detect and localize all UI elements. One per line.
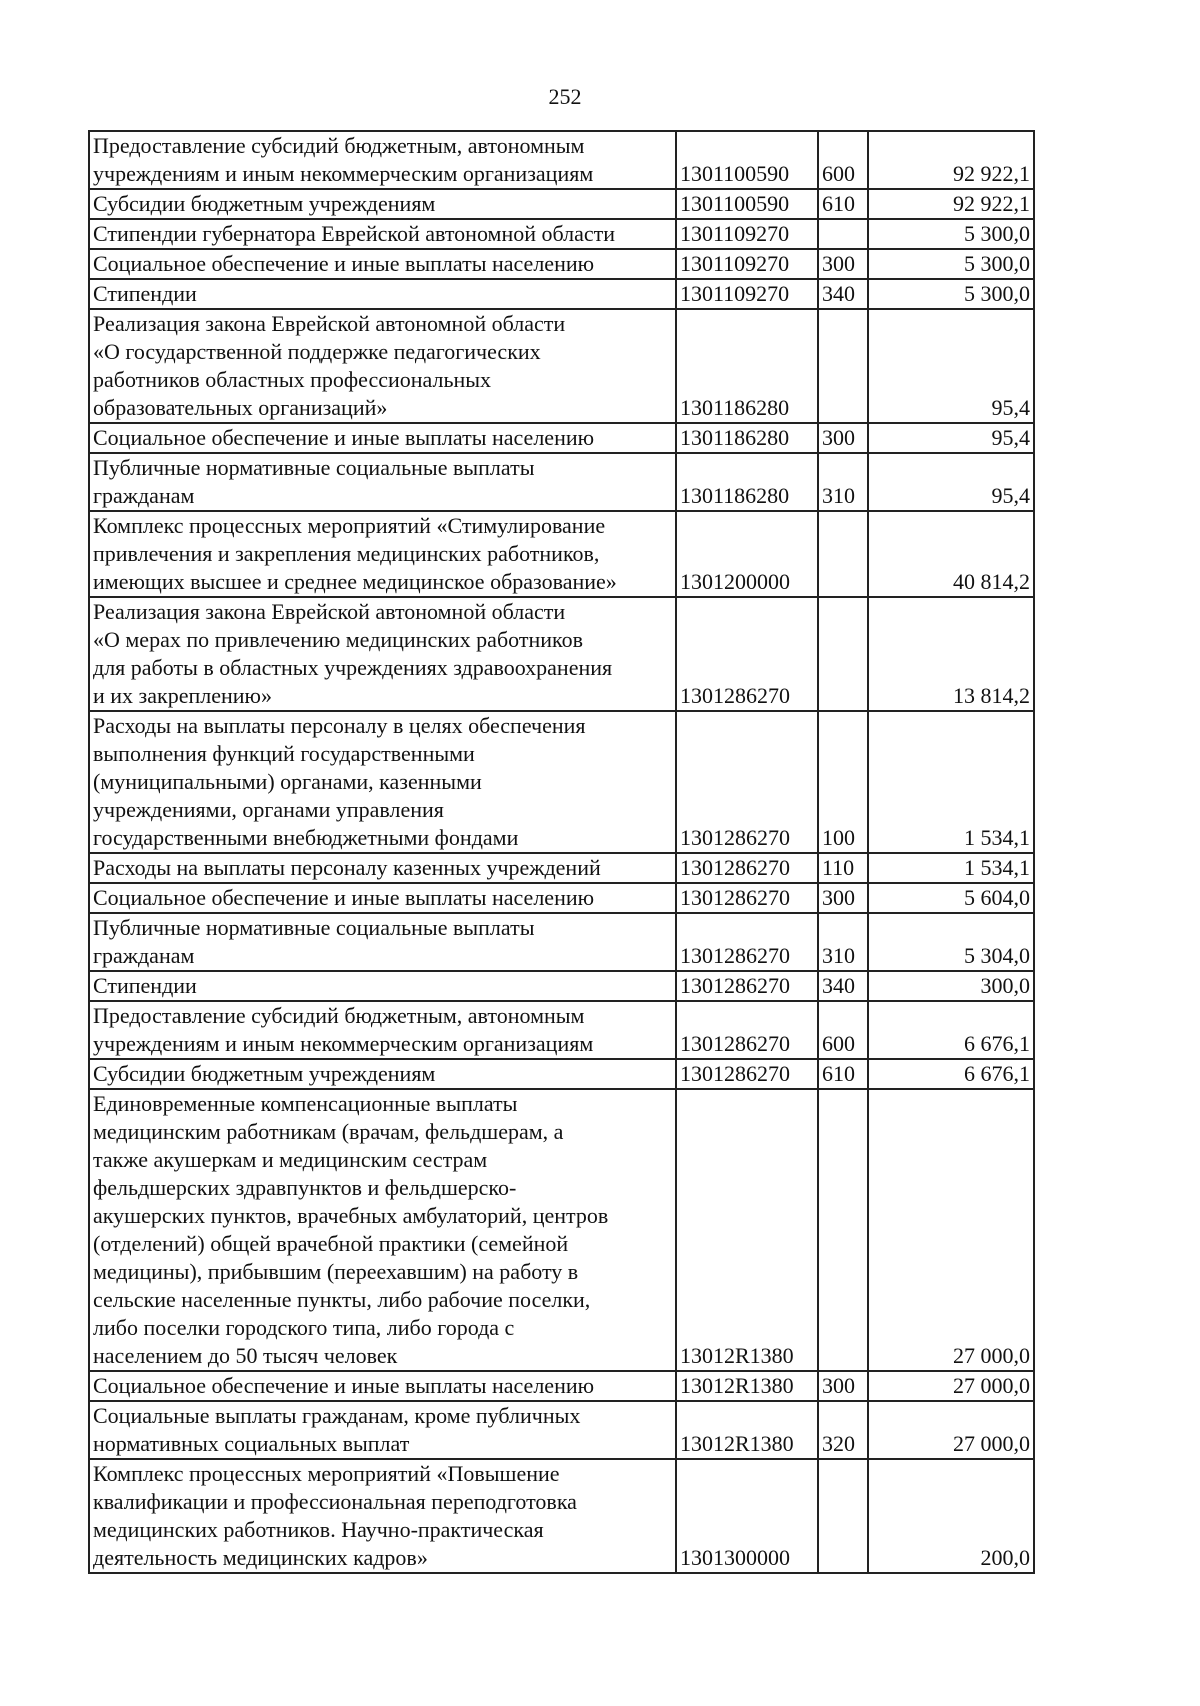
table-row bbox=[89, 1059, 1034, 1089]
expense-type-cell: 310 bbox=[818, 913, 868, 971]
expense-type-cell bbox=[818, 1459, 868, 1573]
amount-cell: 92 922,1 bbox=[868, 189, 1034, 219]
table-row bbox=[89, 853, 1034, 883]
amount-cell: 1 534,1 bbox=[868, 711, 1034, 853]
expense-name-cell: Социальное обеспечение и иные выплаты населению bbox=[89, 1371, 676, 1401]
expense-type-cell bbox=[818, 219, 868, 249]
expense-type-cell: 300 bbox=[818, 883, 868, 913]
expense-type-cell: 600 bbox=[818, 1001, 868, 1059]
expense-name-cell: Предоставление субсидий бюджетным, автономным учреждениям и иным некоммерческим организациям bbox=[89, 131, 676, 189]
expense-type-cell: 340 bbox=[818, 279, 868, 309]
target-code-cell: 1301300000 bbox=[676, 1459, 818, 1573]
expense-type-cell: 320 bbox=[818, 1401, 868, 1459]
target-code-cell: 1301100590 bbox=[676, 189, 818, 219]
target-code-cell: 1301186280 bbox=[676, 453, 818, 511]
expense-name-cell: Единовременные компенсационные выплаты медицинским работникам (врачам, фельдшерам, а также акушеркам и медицинским сестрам фельдшерских здравпунктов и фельдшерско- акушерских пунктов, врачебных амбулаторий, центров (отделений) общей врачебной практики (семейной медицины), прибывшим (переехавшим) на работу в сельские населенные пункты, либо рабочие поселки, либо поселки городского типа, либо города с населением до 50 тысяч человек bbox=[89, 1089, 676, 1371]
expense-type-cell: 300 bbox=[818, 1371, 868, 1401]
expense-type-cell bbox=[818, 309, 868, 423]
expense-type-cell: 100 bbox=[818, 711, 868, 853]
target-code-cell: 1301286270 bbox=[676, 597, 818, 711]
target-code-cell: 1301286270 bbox=[676, 913, 818, 971]
amount-cell: 40 814,2 bbox=[868, 511, 1034, 597]
table-row bbox=[89, 423, 1034, 453]
expense-type-cell: 610 bbox=[818, 1059, 868, 1089]
table-row bbox=[89, 1401, 1034, 1459]
expense-name-cell: Реализация закона Еврейской автономной области «О государственной поддержке педагогических работников областных профессиональных образовательных организаций» bbox=[89, 309, 676, 423]
table-row bbox=[89, 913, 1034, 971]
target-code-cell: 13012R1380 bbox=[676, 1401, 818, 1459]
target-code-cell: 1301286270 bbox=[676, 1059, 818, 1089]
amount-cell: 92 922,1 bbox=[868, 131, 1034, 189]
target-code-cell: 1301286270 bbox=[676, 1001, 818, 1059]
table-row bbox=[89, 453, 1034, 511]
budget-table-body bbox=[89, 131, 1034, 1573]
target-code-cell: 1301186280 bbox=[676, 423, 818, 453]
target-code-cell: 1301286270 bbox=[676, 853, 818, 883]
target-code-cell: 1301286270 bbox=[676, 883, 818, 913]
amount-cell: 27 000,0 bbox=[868, 1371, 1034, 1401]
expense-name-cell: Публичные нормативные социальные выплаты гражданам bbox=[89, 913, 676, 971]
amount-cell: 5 300,0 bbox=[868, 279, 1034, 309]
table-row bbox=[89, 189, 1034, 219]
expense-type-cell: 340 bbox=[818, 971, 868, 1001]
expense-type-cell: 110 bbox=[818, 853, 868, 883]
expense-type-cell bbox=[818, 511, 868, 597]
table-row bbox=[89, 219, 1034, 249]
expense-name-cell: Стипендии bbox=[89, 971, 676, 1001]
target-code-cell: 1301186280 bbox=[676, 309, 818, 423]
expense-name-cell: Социальное обеспечение и иные выплаты населению bbox=[89, 249, 676, 279]
table-row bbox=[89, 131, 1034, 189]
expense-type-cell bbox=[818, 597, 868, 711]
expense-name-cell: Стипендии bbox=[89, 279, 676, 309]
amount-cell: 300,0 bbox=[868, 971, 1034, 1001]
amount-cell: 6 676,1 bbox=[868, 1001, 1034, 1059]
expense-name-cell: Предоставление субсидий бюджетным, автономным учреждениям и иным некоммерческим организациям bbox=[89, 1001, 676, 1059]
expense-name-cell: Социальное обеспечение и иные выплаты населению bbox=[89, 883, 676, 913]
expense-name-cell: Расходы на выплаты персоналу в целях обеспечения выполнения функций государственными (муниципальными) органами, казенными учреждениями, органами управления государственными внебюджетными фондами bbox=[89, 711, 676, 853]
table-row bbox=[89, 249, 1034, 279]
expense-name-cell: Социальные выплаты гражданам, кроме публичных нормативных социальных выплат bbox=[89, 1401, 676, 1459]
table-row bbox=[89, 597, 1034, 711]
table-row bbox=[89, 1459, 1034, 1573]
table-row bbox=[89, 309, 1034, 423]
table-row bbox=[89, 711, 1034, 853]
amount-cell: 27 000,0 bbox=[868, 1089, 1034, 1371]
target-code-cell: 1301109270 bbox=[676, 279, 818, 309]
expense-type-cell: 600 bbox=[818, 131, 868, 189]
amount-cell: 200,0 bbox=[868, 1459, 1034, 1573]
target-code-cell: 13012R1380 bbox=[676, 1371, 818, 1401]
page-number: 252 bbox=[548, 84, 582, 109]
table-row bbox=[89, 1001, 1034, 1059]
expense-type-cell: 300 bbox=[818, 249, 868, 279]
expense-name-cell: Расходы на выплаты персоналу казенных учреждений bbox=[89, 853, 676, 883]
expense-type-cell: 300 bbox=[818, 423, 868, 453]
target-code-cell: 1301100590 bbox=[676, 131, 818, 189]
table-row bbox=[89, 1371, 1034, 1401]
expense-name-cell: Социальное обеспечение и иные выплаты населению bbox=[89, 423, 676, 453]
amount-cell: 95,4 bbox=[868, 453, 1034, 511]
expense-name-cell: Комплекс процессных мероприятий «Повышение квалификации и профессиональная переподготовка медицинских работников. Научно-практическая деятельность медицинских кадров» bbox=[89, 1459, 676, 1573]
expense-name-cell: Субсидии бюджетным учреждениям bbox=[89, 1059, 676, 1089]
target-code-cell: 1301200000 bbox=[676, 511, 818, 597]
target-code-cell: 1301286270 bbox=[676, 711, 818, 853]
expense-name-cell: Стипендии губернатора Еврейской автономной области bbox=[89, 219, 676, 249]
target-code-cell: 1301286270 bbox=[676, 971, 818, 1001]
amount-cell: 5 304,0 bbox=[868, 913, 1034, 971]
expense-name-cell: Комплекс процессных мероприятий «Стимулирование привлечения и закрепления медицинских работников, имеющих высшее и среднее медицинское образование» bbox=[89, 511, 676, 597]
target-code-cell: 1301109270 bbox=[676, 219, 818, 249]
target-code-cell: 13012R1380 bbox=[676, 1089, 818, 1371]
amount-cell: 6 676,1 bbox=[868, 1059, 1034, 1089]
expense-name-cell: Реализация закона Еврейской автономной области «О мерах по привлечению медицинских работников для работы в областных учреждениях здравоохранения и их закреплению» bbox=[89, 597, 676, 711]
amount-cell: 5 604,0 bbox=[868, 883, 1034, 913]
amount-cell: 1 534,1 bbox=[868, 853, 1034, 883]
table-row bbox=[89, 971, 1034, 1001]
amount-cell: 27 000,0 bbox=[868, 1401, 1034, 1459]
table-row bbox=[89, 883, 1034, 913]
expense-name-cell: Публичные нормативные социальные выплаты гражданам bbox=[89, 453, 676, 511]
budget-table bbox=[88, 130, 1035, 1574]
expense-type-cell: 610 bbox=[818, 189, 868, 219]
expense-name-cell: Субсидии бюджетным учреждениям bbox=[89, 189, 676, 219]
amount-cell: 5 300,0 bbox=[868, 249, 1034, 279]
table-row bbox=[89, 511, 1034, 597]
target-code-cell: 1301109270 bbox=[676, 249, 818, 279]
amount-cell: 13 814,2 bbox=[868, 597, 1034, 711]
amount-cell: 95,4 bbox=[868, 423, 1034, 453]
table-row bbox=[89, 279, 1034, 309]
amount-cell: 5 300,0 bbox=[868, 219, 1034, 249]
expense-type-cell bbox=[818, 1089, 868, 1371]
expense-type-cell: 310 bbox=[818, 453, 868, 511]
amount-cell: 95,4 bbox=[868, 309, 1034, 423]
table-row bbox=[89, 1089, 1034, 1371]
